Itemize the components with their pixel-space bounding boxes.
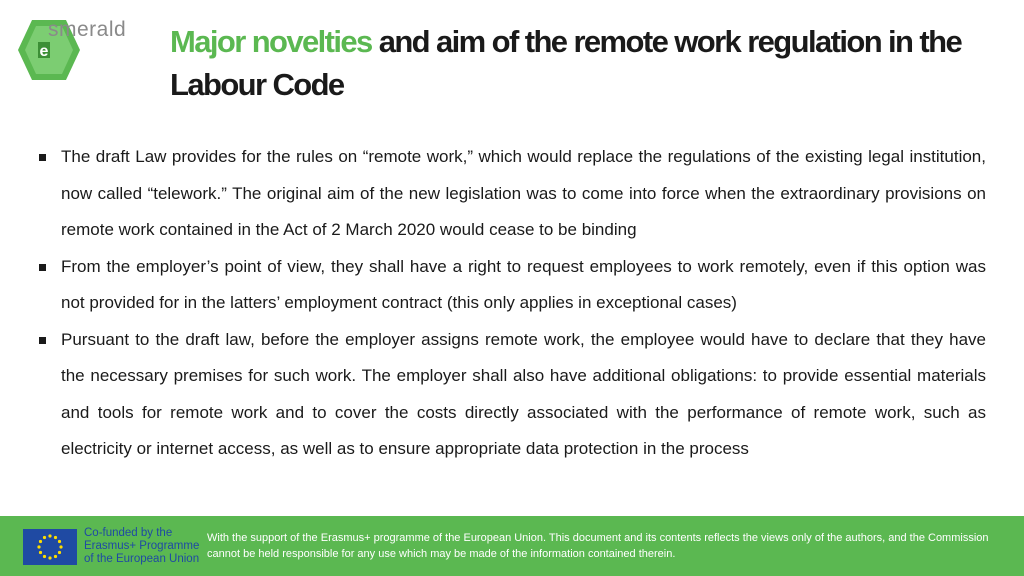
bullet-item	[36, 322, 986, 468]
bullet-text: Pursuant to the draft law, before the employer assigns remote work, the employee would have to declare that they have the necessary premises for such work. The employer shall also have additional obligations: to provide essential materials and tools for remote work and to cover the costs directly associated with the performance of remote work, such as electricity or internet access, as well as to ensure appropriate data protection in the process	[61, 329, 986, 458]
square-bullet-icon	[39, 337, 46, 344]
bullet-text: The draft Law provides for the rules on “remote work,” which would replace the regulations of the existing legal institution, now called “telework.” The original aim of the new legislation was to come into force when the extraordinary provisions on remote work contained in the Act of 2 March 2020 would cease to be binding	[61, 147, 986, 239]
eu-line: Erasmus+ Programme	[84, 540, 200, 552]
eu-line: of the European Union	[84, 553, 200, 565]
bullet-text: From the employer’s point of view, they shall have a right to request employees to work remotely, even if this option was not provided for in the latters’ employment contract (this only applies in exceptional cases)	[61, 256, 986, 312]
bullet-item	[36, 139, 986, 249]
svg-text:e: e	[39, 43, 49, 60]
page-title	[170, 20, 970, 106]
title-rest: and aim of the remote work regulation in the Labour Code	[170, 24, 962, 102]
eu-line: Co-funded by the	[84, 527, 173, 539]
bullet-item	[36, 249, 986, 322]
eu-cofunded-label	[84, 527, 200, 566]
eu-flag-icon	[23, 529, 77, 565]
bullet-list	[36, 139, 986, 468]
square-bullet-icon	[39, 154, 46, 161]
title-accent: Major novelties	[170, 24, 372, 59]
square-bullet-icon	[39, 264, 46, 271]
logo-wordmark: smerald	[48, 18, 127, 41]
footer-disclaimer: With the support of the Erasmus+ programme of the European Union. This document and its contents reflects the views only of the authors, and the Commission cannot be held responsible for any use which may be made of the information contained therein.	[207, 532, 989, 560]
